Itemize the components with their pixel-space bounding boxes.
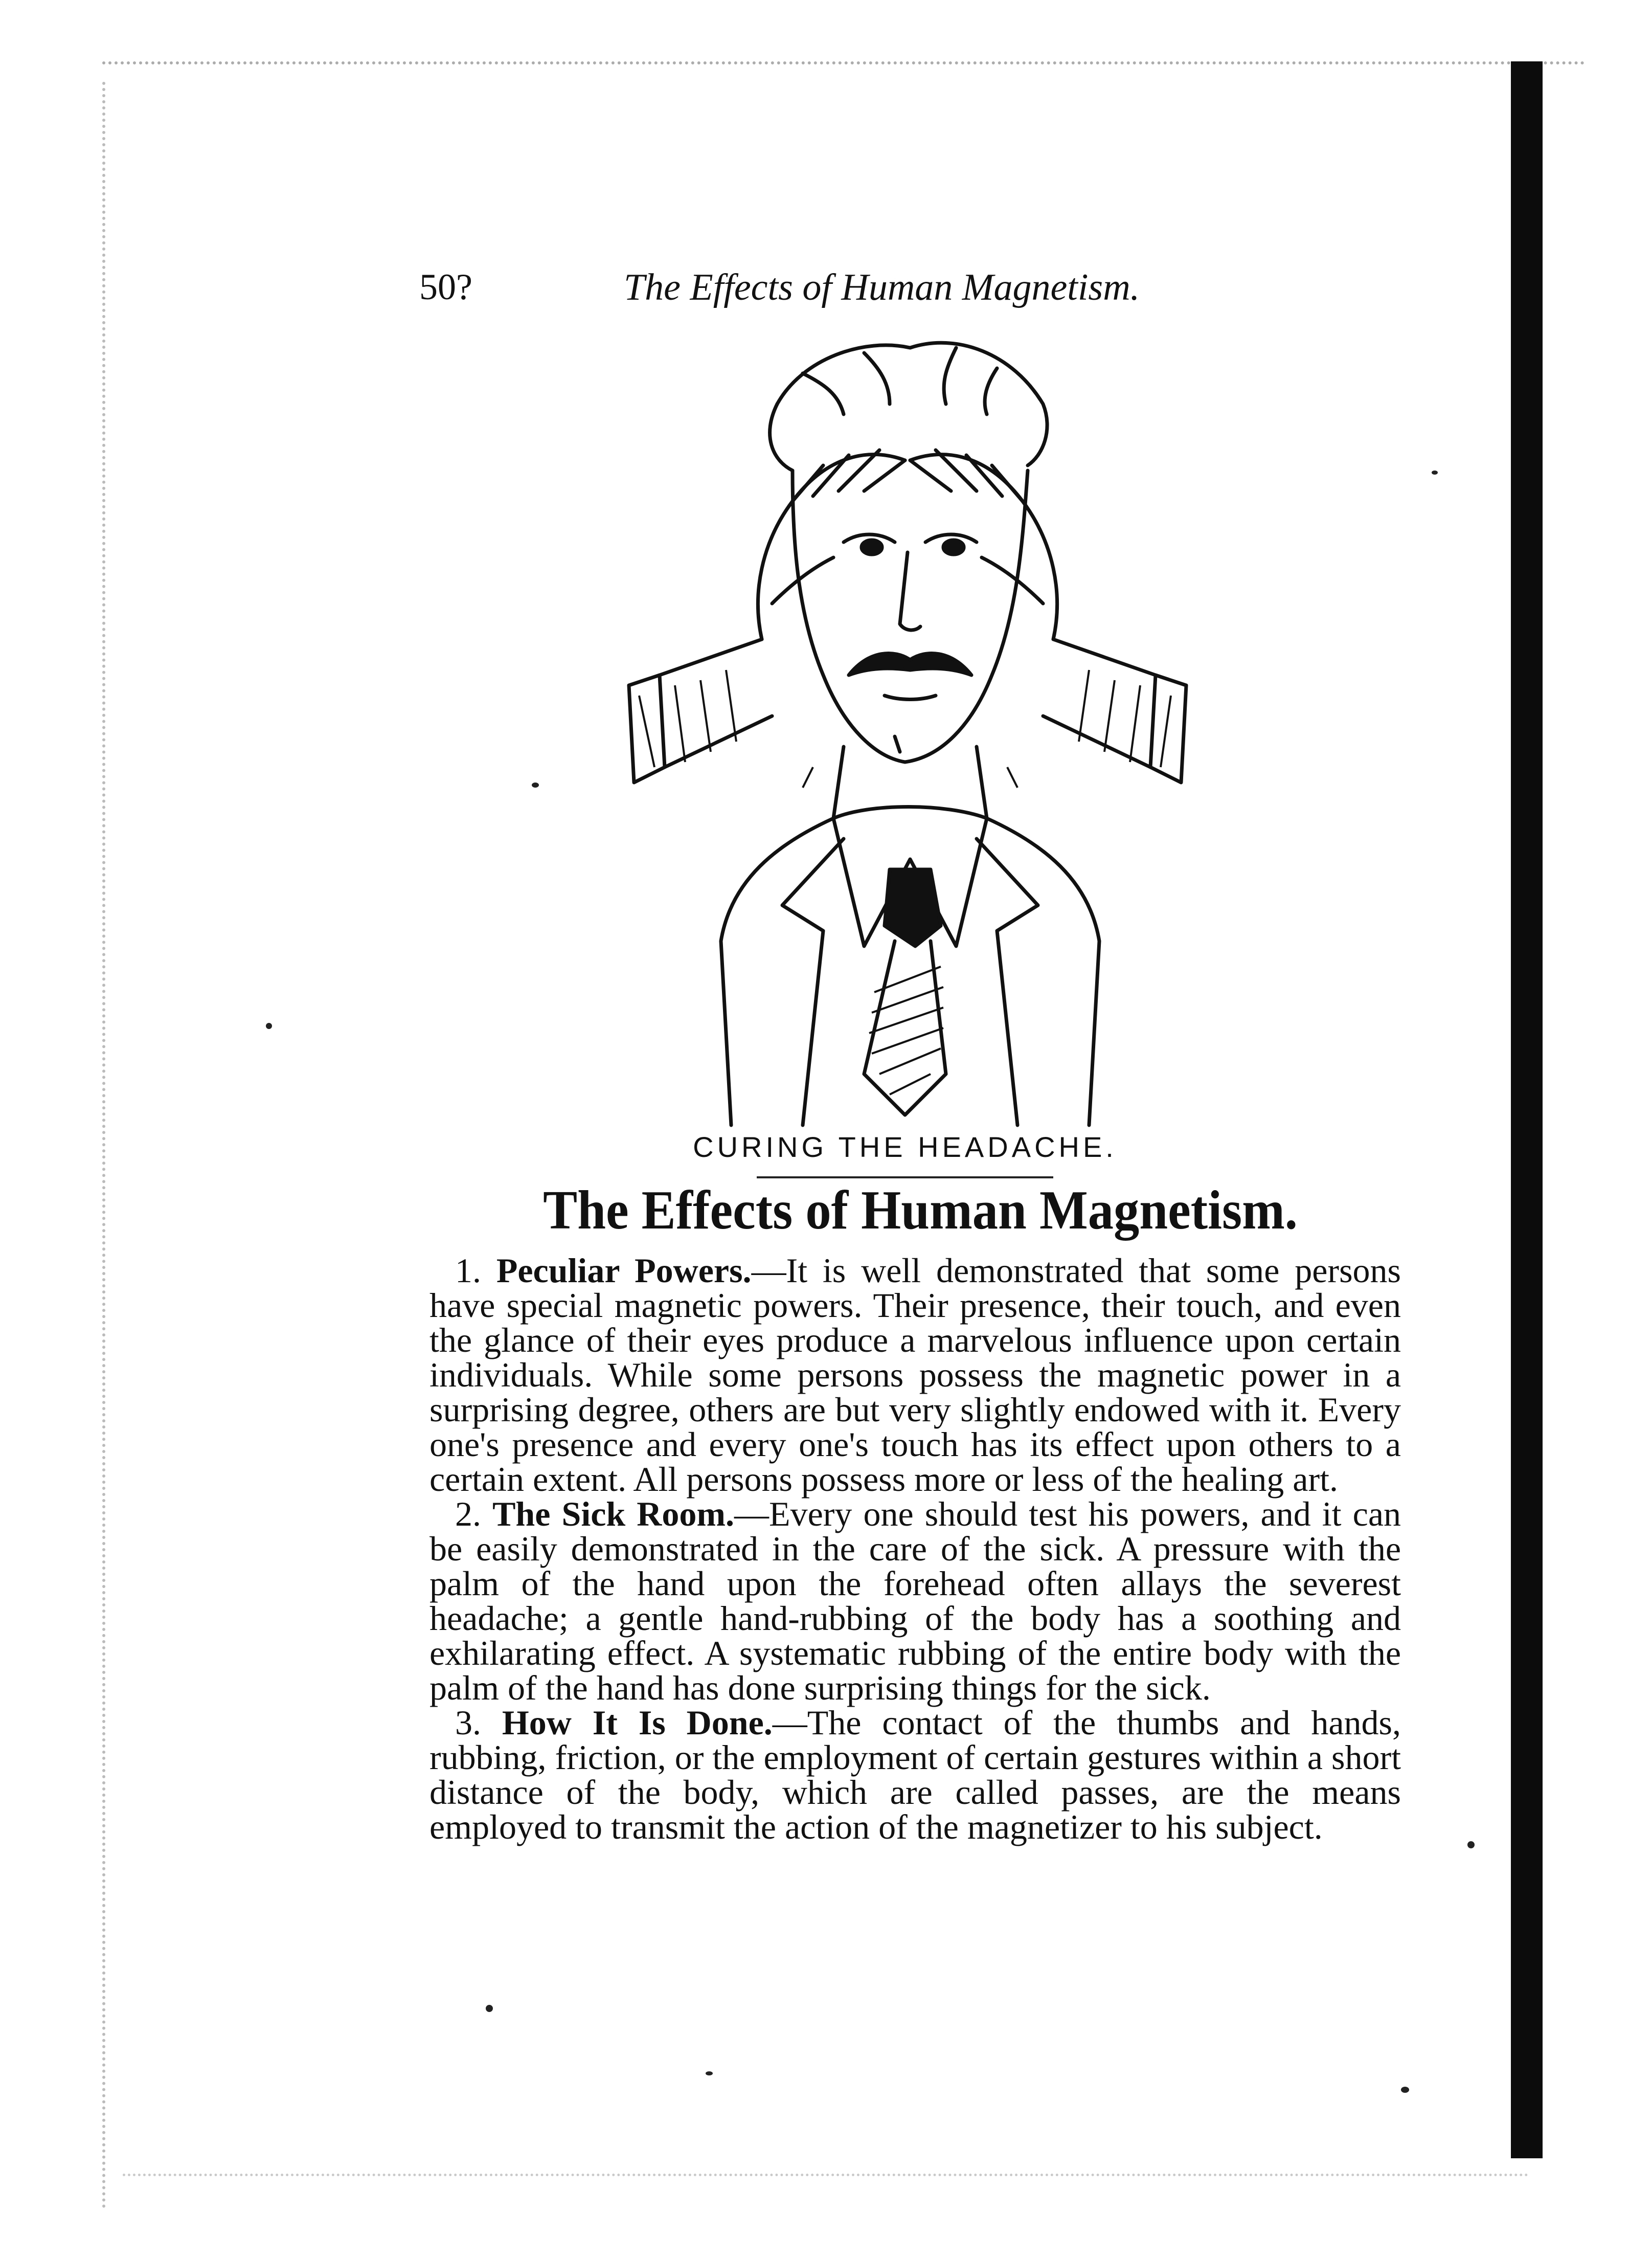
scan-speck xyxy=(266,1023,272,1029)
scan-edge-top xyxy=(102,61,1585,95)
paragraph-text: —Every one should test his powers, and it can be easily demonstrated in the care of the sick. A pressure with the palm of the hand upon the forehead often allays the severest headache; a gentle hand-rubbing of the body has a soothing and exhilarating effect. A systematic rubbing of the entire body with the palm of the hand has done surprising things for the sick. xyxy=(429,1494,1401,1707)
scan-speck xyxy=(1401,2087,1409,2093)
scan-edge-left xyxy=(102,82,126,2209)
running-title: The Effects of Human Magnetism. xyxy=(624,266,1140,308)
paragraph-heading: Peculiar Powers. xyxy=(496,1251,752,1290)
scan-edge-bottom xyxy=(123,2163,1529,2176)
scan-speck xyxy=(486,2005,493,2012)
paragraph-sick-room xyxy=(429,1496,1401,1705)
man-hands-over-eyes-icon xyxy=(537,327,1278,1135)
section-title: The Effects of Human Magnetism. xyxy=(543,1180,1298,1241)
scan-speck xyxy=(1467,1841,1475,1848)
illustration-caption: CURING THE HEADACHE. xyxy=(693,1131,1117,1163)
caption-rule xyxy=(757,1176,1053,1178)
paragraph-number: 1. xyxy=(455,1251,481,1290)
scan-binding-shadow xyxy=(1511,61,1543,2158)
paragraph-text: —The contact of the thumbs and hands, rubbing, friction, or the employment of certain gestures within a short distance of the body, which are called passes, are the means employed to transmit the action of the magnetizer to his subject. xyxy=(429,1703,1401,1846)
scan-speck xyxy=(706,2071,713,2075)
paragraph-number: 2. xyxy=(455,1494,481,1533)
page-number: 50? xyxy=(419,266,472,307)
paragraph-heading: How It Is Done. xyxy=(502,1703,773,1742)
body-text xyxy=(429,1253,1401,1844)
scan-speck xyxy=(1432,471,1438,475)
paragraph-how-it-is-done xyxy=(429,1705,1401,1844)
paragraph-peculiar-powers xyxy=(429,1251,1401,1499)
paragraph-heading: The Sick Room. xyxy=(492,1494,735,1533)
paragraph-number: 3. xyxy=(455,1703,481,1742)
running-head xyxy=(419,266,1391,322)
paragraph-text: —It is well demonstrated that some persons have special magnetic powers. Their presence, their touch, and even the glance of their eyes produce a marvelous influence upon certain individuals. While some persons possess the magnetic power in a surprising degree, others are but very slightly endowed with it. Every one's presence and every one's touch has its effect upon others to a certain extent. All persons possess more or less of the healing art. xyxy=(429,1251,1401,1499)
